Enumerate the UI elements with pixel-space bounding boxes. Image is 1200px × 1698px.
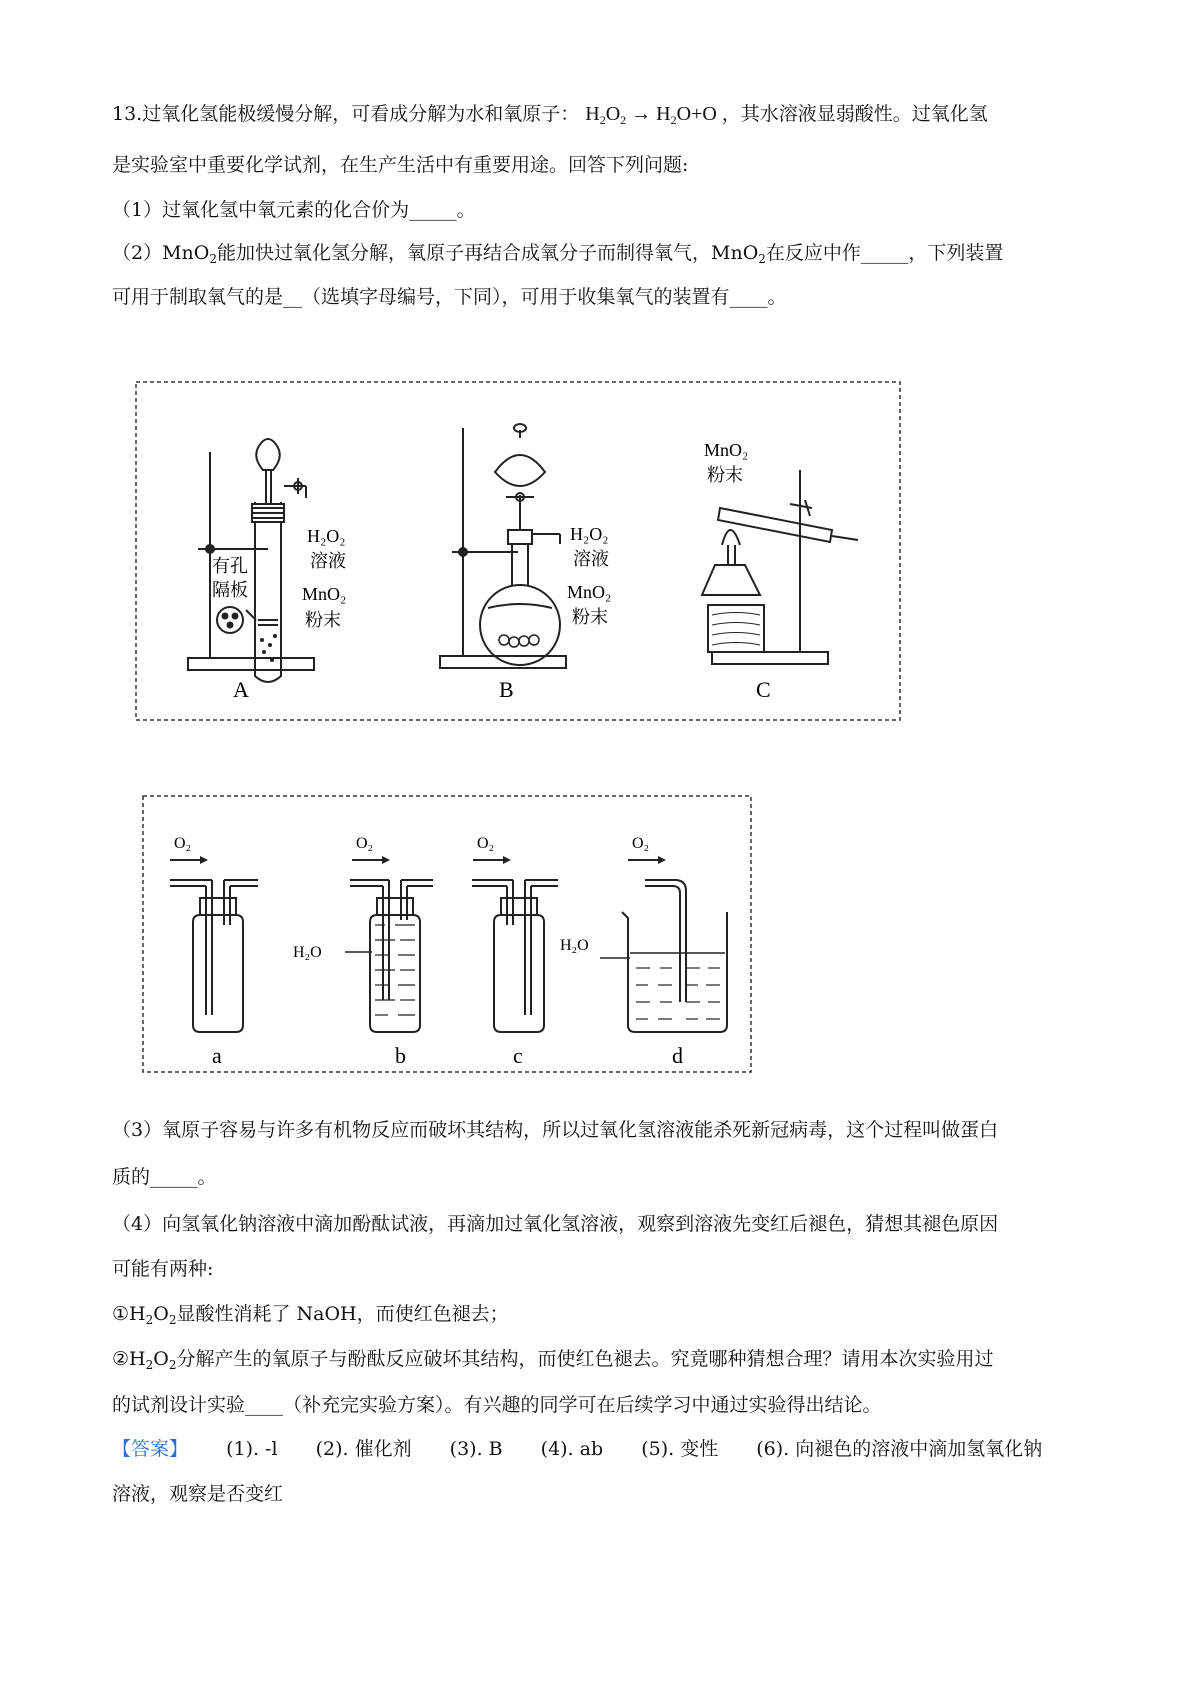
o2-label-b: O₂ xyxy=(356,835,374,852)
eq-sub: 2 xyxy=(599,113,606,127)
question-4-line1: （4）向氢氧化钠溶液中滴加酚酞试液，再滴加过氧化氢溶液，观察到溶液先变红后褪色，猜想其褪色原因 xyxy=(112,1213,999,1235)
guess1-text: ①H xyxy=(112,1303,146,1325)
answer-item-4: (4). ab xyxy=(540,1438,604,1460)
apparatus-a xyxy=(188,439,314,682)
eq-arrow: → xyxy=(631,103,652,125)
collector-a xyxy=(170,880,258,1032)
apparatus-b xyxy=(440,424,566,668)
guess2-sub: 2 xyxy=(168,1358,177,1372)
b-mno2-label: MnO₂ xyxy=(567,582,612,602)
answer-line2: 溶液，观察是否变红 xyxy=(112,1483,284,1505)
guess1-sub: 2 xyxy=(168,1313,177,1327)
apparatus-c-label: C xyxy=(756,677,771,702)
collector-c xyxy=(472,880,558,1032)
question-3-line2: 质的_____。 xyxy=(112,1166,217,1188)
question-1: （1）过氧化氢中氧元素的化合价为_____。 xyxy=(112,199,476,221)
question-2-line2: 可用于制取氧气的是__（选填字母编号，下同），可用于收集氧气的装置有____。 xyxy=(112,286,787,308)
guess1-sub: 2 xyxy=(145,1313,154,1327)
o2-arrow-d xyxy=(628,856,666,864)
a-powder-label: 粉末 xyxy=(305,610,341,631)
guess1-text: O xyxy=(153,1303,169,1325)
question-intro-line2: 是实验室中重要化学试剂，在生产生活中有重要用途。回答下列问题: xyxy=(112,154,689,176)
guess2-text: O xyxy=(153,1348,169,1370)
answer-item-1: (1). -l xyxy=(226,1438,278,1460)
o2-arrow-a xyxy=(170,856,208,864)
answer-item-2: (2). 催化剂 xyxy=(315,1438,412,1460)
a-solution-label: 溶液 xyxy=(310,551,346,572)
b-solution-label: 溶液 xyxy=(573,549,609,570)
q2-sub: 2 xyxy=(758,252,766,266)
answer-item-6: (6). 向褪色的溶液中滴加氢氧化钠 xyxy=(756,1438,1043,1460)
collector-b-label: b xyxy=(395,1043,406,1068)
o2-label-d: O₂ xyxy=(632,835,650,852)
apparatus-c xyxy=(702,470,858,664)
q2-text: 在反应中作_____，下列装置 xyxy=(765,242,1004,264)
q2-text: （2）MnO xyxy=(112,242,210,264)
a-hole-label1: 有孔 xyxy=(212,556,248,577)
o2-arrow-b xyxy=(352,856,390,864)
guess2-text: 分解产生的氧原子与酚酞反应破坏其结构，而使红色褪去。究竟哪种猜想合理？请用本次实验用过 xyxy=(176,1348,994,1370)
intro-text: ，其水溶液显弱酸性。过氧化氢 xyxy=(721,103,988,125)
answer-line1 xyxy=(112,1437,1042,1461)
q2-sub: 2 xyxy=(209,252,217,266)
o2-arrow-c xyxy=(473,856,511,864)
intro-text: 13.过氧化氢能极缓慢分解，可看成分解为水和氧原子： xyxy=(112,103,580,125)
guess-2-line1 xyxy=(112,1347,993,1377)
eq-sub: 2 xyxy=(670,113,677,127)
guess1-text: 显酸性消耗了 NaOH，而使红色褪去； xyxy=(176,1303,509,1325)
o2-label-a: O₂ xyxy=(174,835,192,852)
question-3-line1: （3）氧原子容易与许多有机物反应而破坏其结构，所以过氧化氢溶液能杀死新冠病毒，这个过程叫做蛋白 xyxy=(112,1119,999,1141)
a-h2o2-label: H₂O₂ xyxy=(307,526,346,546)
eq-sub: 2 xyxy=(620,113,627,127)
c-mno2-label: MnO₂ xyxy=(704,440,749,460)
eq-o: O xyxy=(605,103,621,125)
a-hole-label2: 隔板 xyxy=(212,580,248,601)
question-4-line2: 可能有两种: xyxy=(112,1258,214,1280)
guess2-sub: 2 xyxy=(145,1358,154,1372)
eq-h: H xyxy=(656,103,671,125)
a-mno2-label: MnO₂ xyxy=(302,584,347,604)
answer-item-3: (3). B xyxy=(449,1438,503,1460)
answer-tag: 【答案】 xyxy=(112,1438,189,1460)
collector-c-label: c xyxy=(513,1043,523,1068)
guess-2-line2: 的试剂设计实验____（补充完实验方案）。有兴趣的同学可在后续学习中通过实验得出结论。 xyxy=(112,1394,882,1416)
b-h2o2-label: H₂O₂ xyxy=(570,524,609,544)
h2o-label-b: H₂O xyxy=(293,944,322,961)
collector-a-label: a xyxy=(212,1043,222,1068)
apparatus-a-label: A xyxy=(233,677,249,702)
answer-item-5: (5). 变性 xyxy=(641,1438,719,1460)
figure2-frame xyxy=(143,796,751,1072)
o2-label-c: O₂ xyxy=(477,835,495,852)
h2o-label-d: H₂O xyxy=(560,937,589,954)
c-powder-label: 粉末 xyxy=(707,465,743,486)
b-powder-label: 粉末 xyxy=(572,607,608,628)
apparatus-b-label: B xyxy=(499,677,514,702)
eq-h: H xyxy=(585,103,600,125)
collector-d-label: d xyxy=(672,1043,683,1068)
guess2-text: ②H xyxy=(112,1348,146,1370)
guess-1 xyxy=(112,1302,509,1332)
collector-d xyxy=(600,880,727,1032)
eq-rest: O+O xyxy=(676,103,717,125)
collector-b xyxy=(345,880,433,1032)
q2-text: 能加快过氧化氢分解，氧原子再结合成氧分子而制得氧气，MnO xyxy=(217,242,759,264)
